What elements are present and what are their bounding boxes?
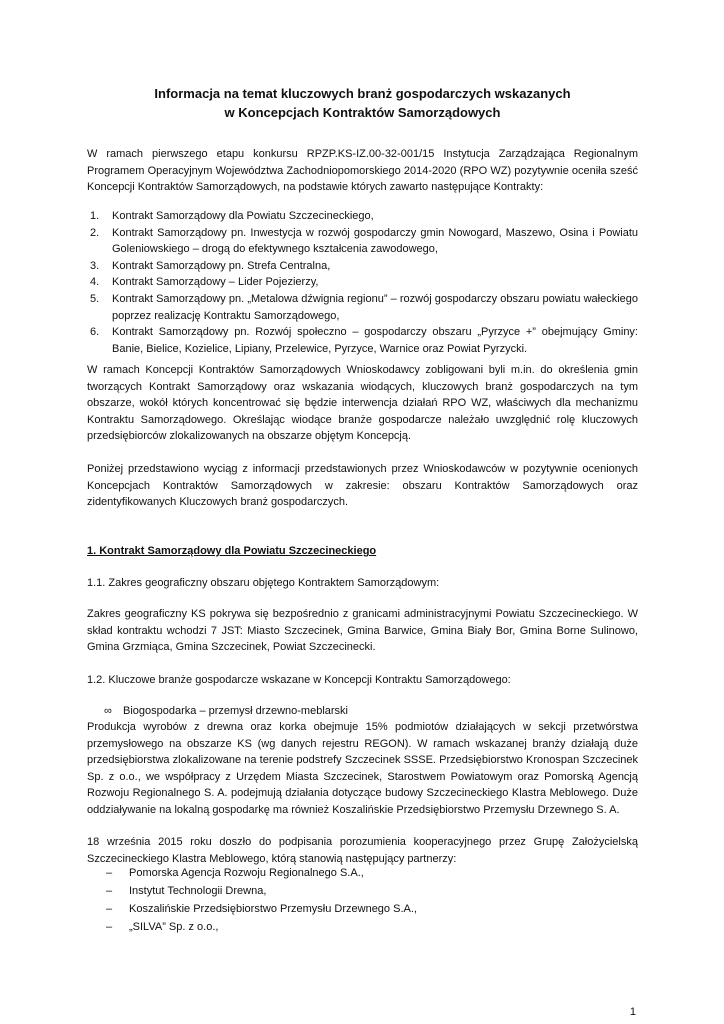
list-item: – „SILVA” Sp. z o.o., — [87, 918, 638, 936]
list-item: 1. Kontrakt Samorządowy dla Powiatu Szczecineckiego, — [90, 210, 374, 222]
dash-bullet-icon: – — [106, 885, 113, 897]
list-item: 2. Kontrakt Samorządowy pn. Inwestycja w rozwój gospodarczy gmin Nowogard, Maszewo, Osina i Powiatu Goleniowskiego – drogą do efektywnego kształcenia zawodowego, — [90, 226, 638, 256]
production-paragraph: Produkcja wyrobów z drewna oraz korka obejmuje 15% podmiotów działających w sekcji przetwórstwa przemysłowego na obszarze KS (wg danych rejestru REGON). W ramach wskazanej branży działają duże przedsiębiorstwa zlokalizowane na terenie podstrefy Szczecinek SSSE. Przedsiębiorstwo Kronospan Szczecinek Sp. z o.o., we współpracy z Urzędem Miasta Szczecinek, Starostwem Powiatowym oraz Pomorską Agencją Rozwoju Regionalnego S. A. podejmują działania dotyczące budowy Szczecineckiego Klastra Meblowego. Duże oddziaływanie na lokalną gospodarkę ma również Koszalińskie Przedsiębiorstwo Przemysłu Drzewnego S. A. — [87, 721, 638, 816]
dash-bullet-icon: – — [106, 903, 113, 915]
list-item: 5. Kontrakt Samorządowy pn. „Metalowa dźwignia regionu” – rozwój gospodarczy obszaru powiatu wałeckiego poprzez realizację Kontraktu Samorządowego, — [90, 292, 638, 322]
list-item: – Pomorska Agencja Rozwoju Regionalnego S.A., — [87, 864, 638, 882]
subsection-1-2-heading: 1.2. Kluczowe branże gospodarcze wskazane w Koncepcji Kontraktu Samorządowego: — [87, 674, 511, 686]
contracts-list — [87, 208, 638, 357]
paragraph-requirements: W ramach Koncepcji Kontraktów Samorządowych Wnioskodawcy zobligowani byli m.in. do określenia gmin tworzących Kontrakt Samorządowy oraz wskazania wiodących, kluczowych branż gospodarczych na tym obszarze, wokół których koncentrować się będzie interwencja działań RPO WZ, właściwych dla mechanizmu Kontraktu Samorządowego. Określając wiodące branże gospodarcze należało uwzględnić rolę kluczowych przedsiębiorców zlokalizowanych na obszarze objętym Koncepcją. — [87, 364, 638, 443]
agreement-paragraph: 18 września 2015 roku doszło do podpisania porozumienia kooperacyjnego przez Grupę Założycielską Szczecineckiego Klastra Meblowego, którą stanowią następujący partnerzy: — [87, 836, 638, 865]
geo-paragraph: Zakres geograficzny KS pokrywa się bezpośrednio z granicami administracyjnymi Powiatu Szczecineckiego. W skład kontraktu wchodzi 7 JST: Miasto Szczecinek, Gmina Barwice, Gmina Biały Bor, Gmina Borne Sulinowo, Gmina Grzmiąca, Gmina Szczecinek, Powiat Szczecinecki. — [87, 608, 638, 654]
industry-label: Biogospodarka – przemysł drzewno-meblarski — [123, 705, 348, 717]
list-item: – Koszalińskie Przedsiębiorstwo Przemysłu Drzewnego S.A., — [87, 900, 638, 918]
section-1-heading: 1. Kontrakt Samorządowy dla Powiatu Szczecineckiego — [87, 545, 377, 557]
list-item: 6. Kontrakt Samorządowy pn. Rozwój społeczno – gospodarczy obszaru „Pyrzyce +” obejmujący Gminy: Banie, Bielice, Kozielice, Lipiany, Przelewice, Pyrzyce, Warnice oraz Powiat Pyrzycki. — [90, 326, 638, 355]
page-number: 1 — [629, 1006, 636, 1018]
document-title — [87, 84, 638, 122]
dash-bullet-icon: – — [106, 921, 113, 933]
list-item: 4. Kontrakt Samorządowy – Lider Pojezierzy, — [90, 276, 319, 289]
title-line-1: Informacja na temat kluczowych branż gospodarczych wskazanych — [154, 86, 571, 101]
partners-list — [87, 864, 638, 936]
industry-bullet — [104, 703, 348, 719]
subsection-1-1-heading: 1.1. Zakres geograficzny obszaru objętego Kontraktem Samorządowym: — [87, 577, 440, 589]
intro-paragraph: W ramach pierwszego etapu konkursu RPZP.KS-IZ.00-32-001/15 Instytucja Zarządzająca Regionalnym Programem Operacyjnym Województwa Zachodniopomorskiego 2014-2020 (RPO WZ) pozytywnie oceniła sześć Koncepcji Kontraktów Samorządowych, na podstawie których zawarto następujące Kontrakty: — [87, 148, 638, 194]
paragraph-summary: Poniżej przedstawiono wyciąg z informacji przedstawionych przez Wnioskodawców w pozytywnie ocenionych Koncepcjach Kontraktów Samorządowych w zakresie: obszaru Kontraktów Samorządowych oraz zidentyfikowanych Kluczowych branż gospodarczych. — [87, 463, 638, 509]
list-item: 3. Kontrakt Samorządowy pn. Strefa Centralna, — [90, 259, 331, 272]
dash-bullet-icon: – — [106, 867, 113, 879]
title-line-2: w Koncepcjach Kontraktów Samorządowych — [224, 105, 501, 120]
infinity-bullet-icon: ∞ — [104, 705, 112, 717]
list-item: – Instytut Technologii Drewna, — [87, 882, 638, 900]
